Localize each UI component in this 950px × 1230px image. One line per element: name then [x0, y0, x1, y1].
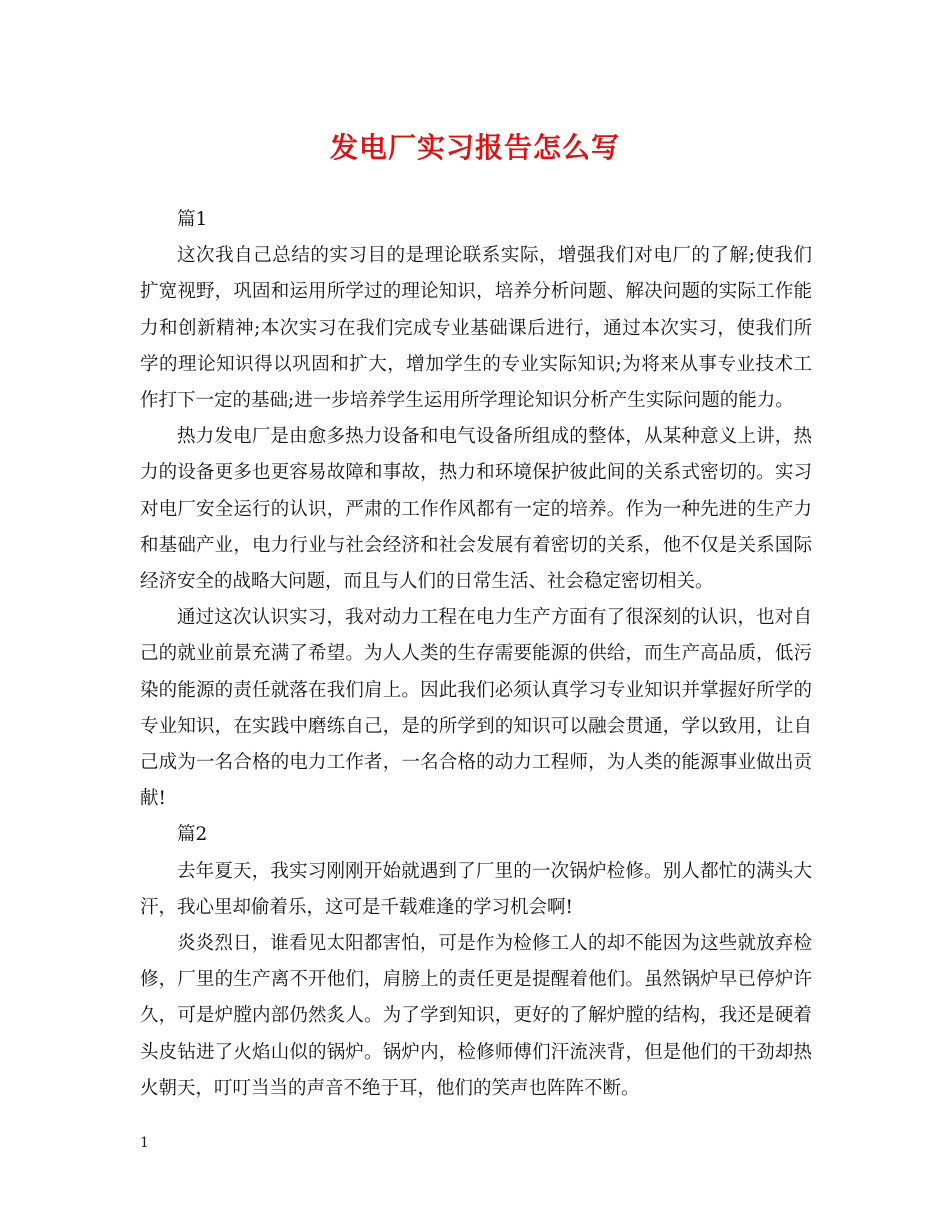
section-label-1: 篇1	[177, 209, 208, 230]
document-title: 发电厂实习报告怎么写	[329, 131, 620, 164]
paragraph-2-2: 炎炎烈日，谁看见太阳都害怕，可是作为检修工人的却不能因为这些就放弃检修，厂里的生产离不开他们，肩膀上的责任更是提醒着他们。虽然锅炉早已停炉许久，可是炉膛内部仍然炙人。为了学到知识，更好的了解炉膛的结构，我还是硬着头皮钻进了火焰山似的锅炉。锅炉内，检修师傅们汗流浃背，但是他们的干劲却热火朝天，叮叮当当的声音不绝于耳，他们的笑声也阵阵不断。	[140, 933, 812, 1099]
document-body	[140, 202, 812, 1107]
page-number: 1	[140, 1135, 149, 1151]
paragraph-1-2: 热力发电厂是由愈多热力设备和电气设备所组成的整体，从某种意义上讲，热力的设备更多也更容易故障和事故，热力和环境保护彼此间的关系式密切的。实习对电厂安全运行的认识，严肃的工作作风都有一定的培养。作为一种先进的生产力和基础产业，电力行业与社会经济和社会发展有着密切的关系，他不仅是关系国际经济安全的战略大问题，而且与人们的日常生活、社会稳定密切相关。	[140, 426, 812, 593]
paragraph-2-1: 去年夏天，我实习刚刚开始就遇到了厂里的一次锅炉检修。别人都忙的满头大汗，我心里却偷着乐，这可是千载难逢的学习机会啊!	[140, 860, 812, 918]
paragraph-1-3: 通过这次认识实习，我对动力工程在电力生产方面有了很深刻的认识，也对自己的就业前景充满了希望。为人人类的生存需要能源的供给，而生产高品质，低污染的能源的责任就落在我们肩上。因此我们必须认真学习专业知识并掌握好所学的专业知识，在实践中磨练自己，是的所学到的知识可以融会贯通，学以致用，让自己成为一名合格的电力工作者，一名合格的动力工程师，为人类的能源事业做出贡献!	[140, 607, 812, 810]
paragraph-1-1: 这次我自己总结的实习目的是理论联系实际，增强我们对电厂的了解;使我们扩宽视野，巩固和运用所学过的理论知识，培养分析问题、解决问题的实际工作能力和创新精神;本次实习在我们完成专业基础课后进行，通过本次实习，使我们所学的理论知识得以巩固和扩大，增加学生的专业实际知识;为将来从事专业技术工作打下一定的基础;进一步培养学生运用所学理论知识分析产生实际问题的能力。	[140, 245, 812, 412]
section-label-2: 篇2	[177, 824, 208, 846]
